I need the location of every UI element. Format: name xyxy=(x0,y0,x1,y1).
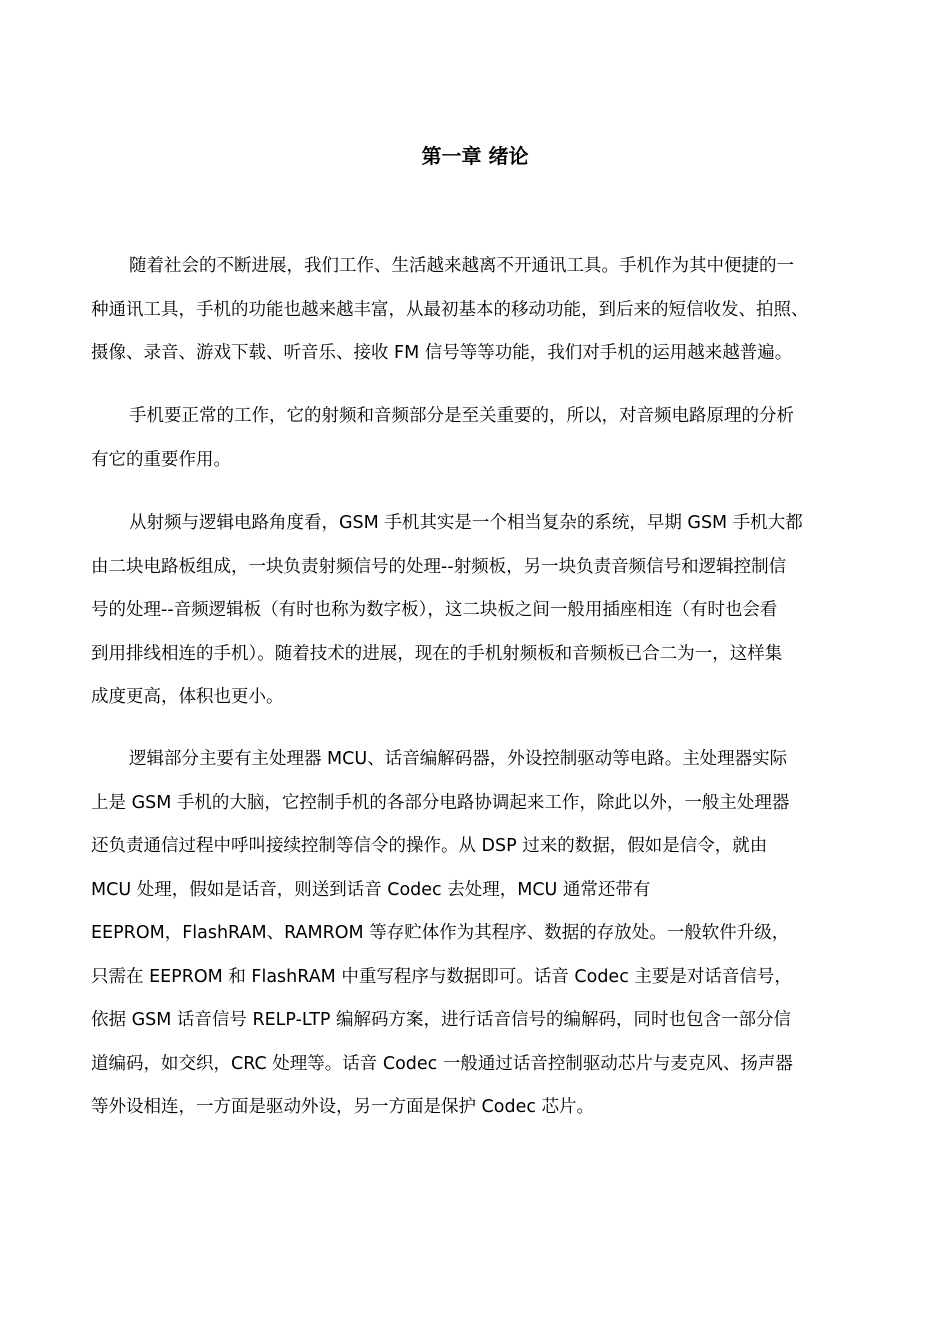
paragraph-4 xyxy=(91,738,881,1130)
paragraph-line: 从射频与逻辑电路角度看，GSM 手机其实是一个相当复杂的系统，早期 GSM 手机大都 xyxy=(129,513,803,533)
paragraph-line: 逻辑部分主要有主处理器 MCU、话音编解码器，外设控制驱动等电路。主处理器实际 xyxy=(129,749,788,769)
paragraph-line: 还负责通信过程中呼叫接续控制等信令的操作。从 DSP 过来的数据，假如是信令，就由 xyxy=(91,836,768,856)
paragraph-line: 摄像、录音、游戏下载、听音乐、接收 FM 信号等等功能，我们对手机的运用越来越普遍。 xyxy=(91,343,793,363)
paragraph-1 xyxy=(91,245,881,376)
paragraph-line: 等外设相连，一方面是驱动外设，另一方面是保护 Codec 芯片。 xyxy=(91,1097,595,1117)
paragraph-line: 手机要正常的工作，它的射频和音频部分是至关重要的，所以，对音频电路原理的分析 xyxy=(129,406,794,426)
paragraph-line: 到用排线相连的手机）。随着技术的进展，现在的手机射频板和音频板已合二为一，这样集 xyxy=(91,643,783,664)
paragraph-line: 成度更高，体积也更小。 xyxy=(91,687,284,707)
chapter-title: 第一章 绪论 xyxy=(421,144,529,168)
paragraph-3 xyxy=(91,502,881,720)
paragraph-line: 只需在 EEPROM 和 FlashRAM 中重写程序与数据即可。话音 Codec 主要是对话音信号， xyxy=(91,966,792,987)
paragraph-line: 有它的重要作用。 xyxy=(91,449,231,470)
paragraph-2 xyxy=(91,395,881,482)
paragraph-line: 由二块电路板组成，一块负责射频信号的处理--射频板，另一块负责音频信号和逻辑控制信 xyxy=(91,556,787,577)
paragraph-line: 上是 GSM 手机的大脑，它控制手机的各部分电路协调起来工作，除此以外，一般主处理器 xyxy=(91,792,790,813)
paragraph-line: 道编码，如交织，CRC 处理等。话音 Codec 一般通过话音控制驱动芯片与麦克风、扬声器 xyxy=(91,1053,793,1074)
paragraph-line: EEPROM，FlashRAM、RAMROM 等存贮体作为其程序、数据的存放处。一般软件升级， xyxy=(91,923,790,943)
paragraph-line: 号的处理--音频逻辑板（有时也称为数字板），这二块板之间一般用插座相连（有时也会看 xyxy=(91,600,778,620)
paragraph-line: 种通讯工具，手机的功能也越来越丰富，从最初基本的移动功能，到后来的短信收发、拍照、 xyxy=(91,299,809,320)
paragraph-line: 随着社会的不断进展，我们工作、生活越来越离不开通讯工具。手机作为其中便捷的一 xyxy=(129,256,794,276)
paragraph-line: MCU 处理，假如是话音，则送到话音 Codec 去处理，MCU 通常还带有 xyxy=(91,879,651,900)
paragraph-line: 依据 GSM 话音信号 RELP-LTP 编解码方案，进行话音信号的编解码，同时也包含一部分信 xyxy=(91,1010,792,1030)
